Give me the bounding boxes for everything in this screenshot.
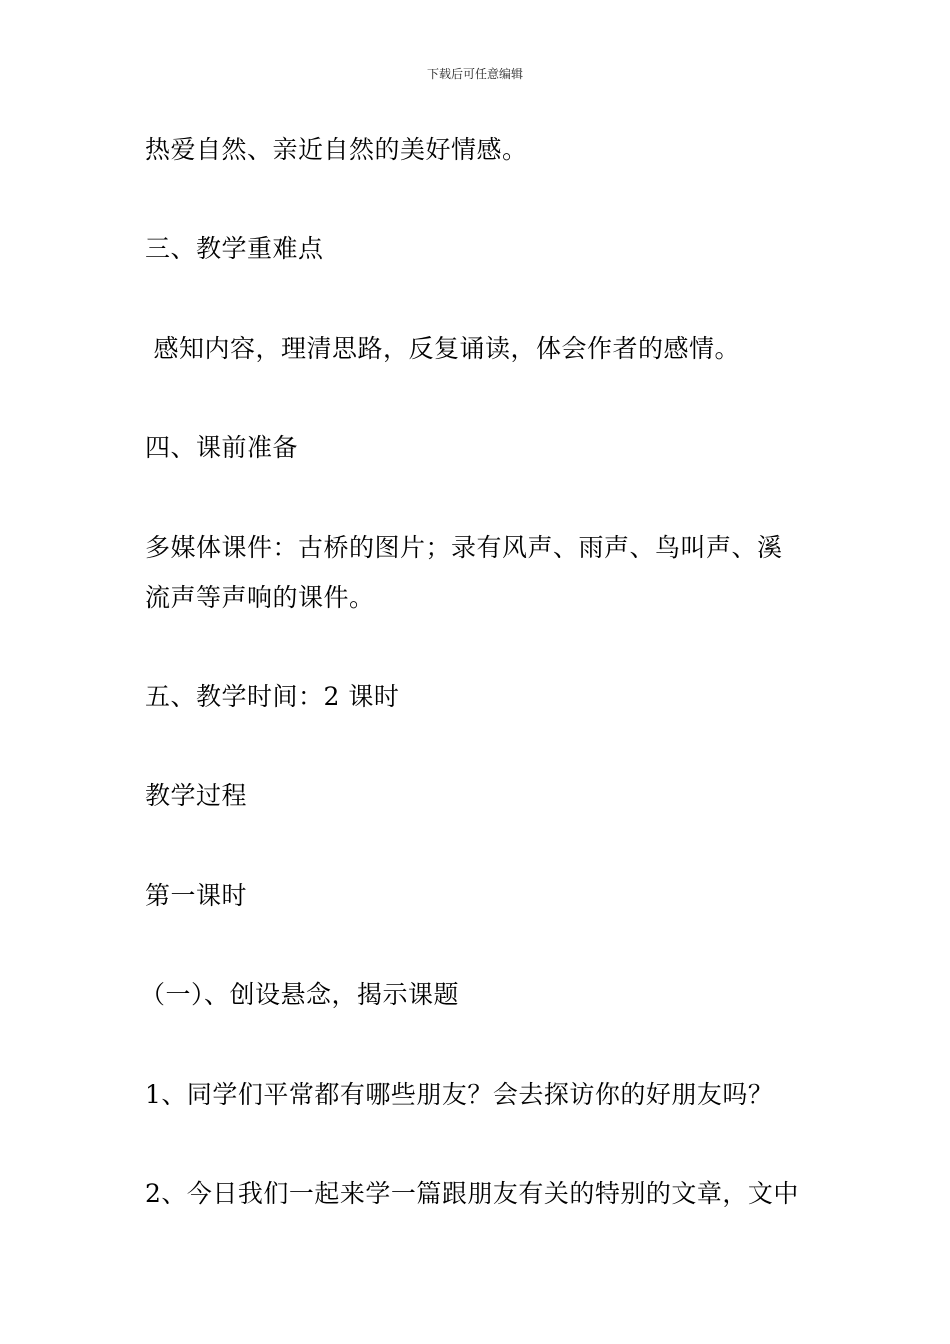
text-line-closing-sentence: 热爱自然、亲近自然的美好情感。 (145, 135, 528, 164)
text-line-preparation-1: 多媒体课件：古桥的图片；录有风声、雨声、鸟叫声、溪 (145, 533, 783, 562)
text-line-preparation-2: 流声等声响的课件。 (145, 583, 375, 612)
section-heading-preparation: 四、课前准备 (145, 433, 299, 462)
page-header: 下载后可任意编辑 (426, 67, 523, 81)
subheading-step-one: （一）、创设悬念，揭示课题 (140, 980, 460, 1009)
text-line-question-2: 2、今日我们一起来学一篇跟朋友有关的特别的文章，文中 (145, 1179, 799, 1208)
text-line-question-1: 1、同学们平常都有哪些朋友？会去探访你的好朋友吗？ (145, 1080, 774, 1109)
section-heading-key-points: 三、教学重难点 (145, 234, 324, 263)
section-heading-teaching-process: 教学过程 (145, 781, 248, 810)
section-heading-teaching-time: 五、教学时间：2 课时 (145, 682, 400, 711)
text-line-key-points: 感知内容，理清思路，反复诵读，体会作者的感情。 (145, 334, 740, 363)
subheading-first-lesson: 第一课时 (145, 881, 248, 910)
